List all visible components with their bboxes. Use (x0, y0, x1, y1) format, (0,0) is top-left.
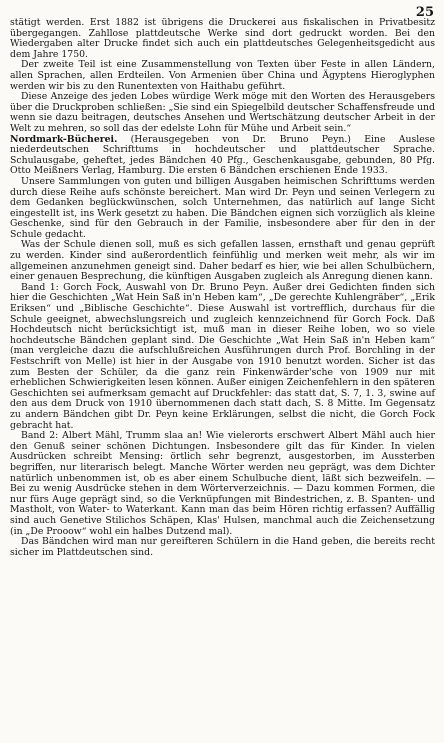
paragraph-nordmark (10, 135, 435, 177)
paragraph: Der zweite Teil ist eine Zusammenstellung von Texten über Feste in allen Ländern, allen Sprachen, allen Erdteilen. Von Armenien über China und Ägyptens Hieroglyphen werden wir bis zu den Runentexten von Haithabu geführt. (10, 59, 435, 92)
paragraph: Das Bändchen wird man nur gereifteren Schülern in die Hand geben, die bereits recht sicher im Plattdeutschen sind. (10, 536, 435, 558)
section-heading: Nordmark-Bücherei. (10, 133, 118, 145)
paragraph: stätigt werden. Erst 1882 ist übrigens die Druckerei aus fiskalischen in Privatbesitz übergegangen. Zahllose plattdeutsche Werke sind dort gedruckt worden. Bei den Wiedergaben alter Drucke findet sich auch ein plattdeutsches Gelegenheitsgedicht aus dem Jahre 1750. (10, 17, 435, 60)
page-text (10, 18, 435, 558)
paragraph: Unsere Sammlungen von guten und billigen Ausgaben heimischen Schrifttums werden durch diese Reihe aufs schönste bereichert. Man wird Dr. Peyn und seinen Verlegern zu dem Gedanken beglückwünschen, solch Unternehmen, das natürlich auf lange Sicht eingestellt ist, ins Werk gesetzt zu haben. Die Bändchen eignen sich vorzüglich als kleine Geschenke, sind für den Gebrauch in der Familie, insbesondere aber für den in der Schule gedacht. (10, 175, 435, 240)
paragraph: Was der Schule dienen soll, muß es sich gefallen lassen, ernsthaft und genau geprüft zu werden. Kinder sind außerordentlich feinfühlig und merken weit mehr, als wir im allgemeinen anzunehmen geneigt sind. Daher bedarf es hier, wie bei allen Schulbüchern, einer genauen Besprechung, die künftigen Ausgaben zugleich als Anregung dienen kann. (10, 239, 435, 283)
paragraph: Diese Anzeige des jeden Lobes würdige Werk möge mit den Worten des Herausgebers über die Druckproben schließen: „Sie sind ein Spiegelbild deutscher Schaffensfreude und wenn sie dazu beitragen, deutsches Ansehen und Wertschätzung deutscher Arbeit in der Welt zu mehren, so soll das der edelste Lohn für Mühe und Arbeit sein.“ (10, 91, 435, 134)
paragraph-band-2: Band 2: Albert Mähl, Trumm slaa an! Wie vielerorts erschwert Albert Mähl auch hier den Genuß seiner schönen Dichtungen. Insbesondere gilt das für Kinder. In vielen Ausdrücken schreibt Mensing: örtlich sehr begrenzt, ausgestorben, im Aussterben begriffen, nur literarisch belegt. Manche Wörter werden neu geprägt, was dem Dichter natürlich unbenommen ist, ob es aber einem Schulbuche dient, läßt sich bezweifeln. — Bei zu wenig Ausdrücke stehen in dem Wörterverzeichnis. — Dazu kommen Formen, die nur fürs Auge geprägt sind, so die Verknüpfungen mit Bindestrichen, z. B. Spanten- und Mastholt, von Water- to Waterkant. Kann man das beim Hören richtig erfassen? Auffällig sind auch Genetive Stilichos Schäpen, Klas' Hulsen, manchmal auch die Zeichensetzung (in „De Prooow“ wohl ein halbes Dutzend mal). (10, 430, 435, 537)
paragraph-text: (Herausgegeben von Dr. Bruno Peyn.) Eine Auslese niederdeutschen Schrifttums in hochdeutscher und plattdeutscher Sprache. Schulausgabe, geheftet, jedes Bändchen 40 Pfg., Geschenkausgabe, gebunden, 80 Pfg. Otto Meißners Verlag, Hamburg. Die ersten 6 Bändchen erschienen Ende 1933. (10, 133, 435, 177)
page-number: 25 (415, 5, 434, 20)
paragraph-band-1: Band 1: Gorch Fock, Auswahl von Dr. Bruno Peyn. Außer drei Gedichten finden sich hier die Geschichten „Wat Hein Saß in'n Heben kam“, „De gerechte Kuhlengräber“, „Erik Eriksen“ und „Biblische Geschichte“. Diese Auswahl ist vortrefflich, durchaus für die Schule geeignet, abwechslungsreich und zugleich kennzeichnend für Gorch Fock. Daß Hochdeutsch nicht berücksichtigt ist, muß man in dieser Reihe loben, wo so viele hochdeutsche Bändchen geplant sind. Die Geschichte „Wat Hein Saß in'n Heben kam“ (man vergleiche dazu die aufschlußreichen Ausführungen durch Prof. Borchling in der Festschrift von Melle) ist hier in der Ausgabe von 1910 benutzt worden. Sicher ist das zum Besten der Schüler, da die ganz rein Finkenwärder'sche von 1909 nur mit erheblichen Schwierigkeiten lesen können. Außer einigen Zeichenfehlern in den späteren Geschichten sei aufmerksam gemacht auf Druckfehler: das statt dat, S. 7, 1. 3, swine auf den aus dem Druck von 1910 übernommenen dach statt dach, S. 8 Mitte. Im Gegensatz zu andern Bändchen gibt Dr. Peyn keine Erklärungen, selbst die nicht, die Gorch Fock gebracht hat. (10, 281, 435, 431)
